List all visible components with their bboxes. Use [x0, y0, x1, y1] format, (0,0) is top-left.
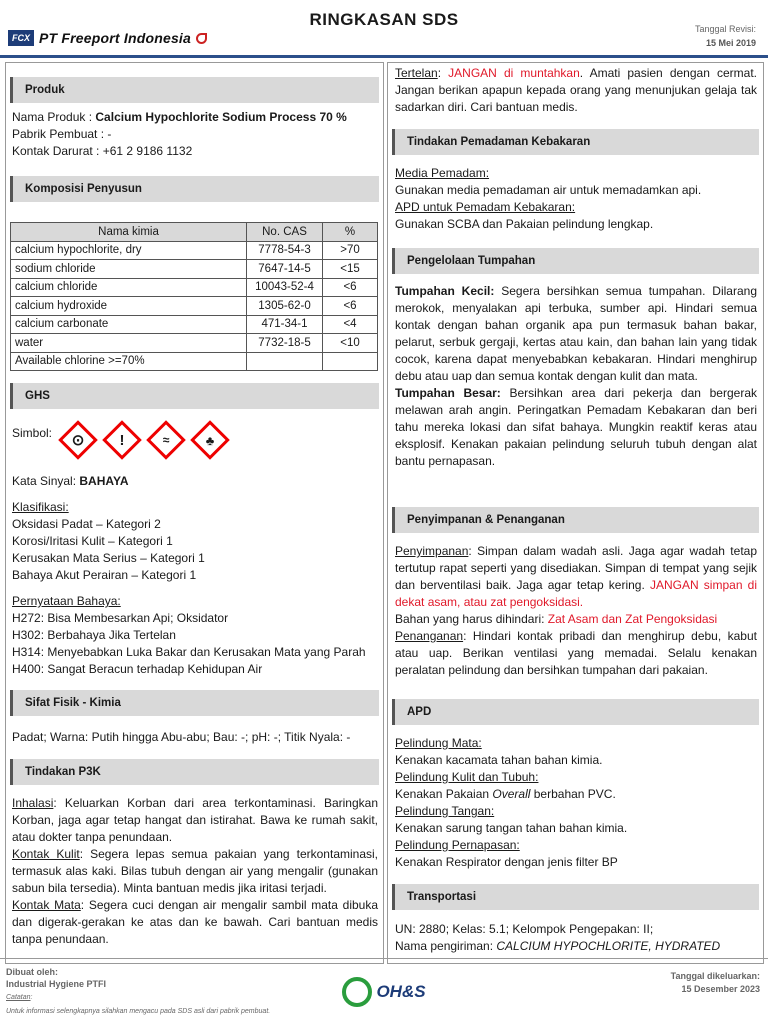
inhalation-label: Inhalasi	[12, 796, 54, 810]
right-column	[387, 62, 764, 964]
ohs-logo	[330, 968, 438, 1016]
cell-name: sodium chloride	[11, 260, 247, 279]
section-transport: Transportasi	[392, 884, 759, 910]
revision-date: 15 Mei 2019	[705, 38, 756, 48]
storage-label: Penyimpanan	[395, 544, 469, 558]
cell-cas: 7778-54-3	[247, 241, 323, 260]
section-ghs: GHS	[10, 383, 379, 409]
hand-protection-label: Pelindung Tangan:	[395, 804, 495, 818]
page-title: RINGKASAN SDS	[309, 10, 459, 29]
skin-label: Kontak Kulit	[12, 847, 80, 861]
handling-text: : Hindari kontak pribadi dan menghirup debu, kabut atau uap. Berikan ventilasi yang memadai. Selalu kenakan peralatan pelindung dan bersihkan tumpahan dari pakaian.	[395, 629, 757, 677]
skin-protection-material: berbahan PVC.	[530, 787, 616, 801]
skin-protection-text: Kenakan Pakaian	[395, 787, 493, 801]
note-text: Untuk informasi selengkapnya silahkan mengacu pada SDS asli dari pabrik pembuat.	[6, 1008, 271, 1015]
revision-label: Tanggal Revisi:	[694, 24, 756, 34]
list-item: Kerusakan Mata Serius – Kategori 1	[12, 551, 205, 565]
leaf-icon	[196, 33, 207, 44]
storage-warning: JANGAN simpan di dekat asam, atau zat pengoksidasi.	[395, 578, 757, 609]
exclamation-icon: !	[102, 420, 142, 460]
cell-percent: <15	[323, 260, 378, 279]
cell-percent: <4	[323, 315, 378, 334]
eye-protection-label: Pelindung Mata:	[395, 736, 482, 750]
cell-cas: 7647-14-5	[247, 260, 323, 279]
corrosion-icon: ≈	[146, 420, 186, 460]
cell-percent	[323, 352, 378, 371]
section-komposisi: Komposisi Penyusun	[10, 176, 379, 202]
cell-cas: 1305-62-0	[247, 297, 323, 316]
cell-percent: <6	[323, 297, 378, 316]
table-row	[11, 334, 378, 353]
col-header-name: Nama kimia	[11, 223, 247, 242]
inhalation-text: : Keluarkan Korban dari area terkontaminasi. Baringkan Korban, jaga agar tetap hangat dan istirahat. Bawa ke rumah sakit, atau dokter tanpa penundaan.	[12, 796, 378, 844]
cell-name: water	[11, 334, 247, 353]
cell-name: calcium chloride	[11, 278, 247, 297]
cell-cas: 10043-52-4	[247, 278, 323, 297]
cell-cas: 7732-18-5	[247, 334, 323, 353]
section-p3k: Tindakan P3K	[10, 759, 379, 785]
eye-label: Kontak Mata	[12, 898, 81, 912]
respiratory-label: Pelindung Pernapasan:	[395, 838, 520, 852]
issued-date: 15 Desember 2023	[681, 984, 760, 994]
col-header-cas: No. CAS	[247, 223, 323, 242]
section-apd: APD	[392, 699, 759, 725]
list-item: H302: Berbahaya Jika Tertelan	[12, 628, 176, 642]
hand-protection-text: Kenakan sarung tangan tahan bahan kimia.	[395, 821, 628, 835]
ff-ppe-label: APD untuk Pemadam Kebakaran:	[395, 200, 576, 214]
emergency-contact: Kontak Darurat : +61 2 9186 1132	[12, 144, 193, 158]
made-by-label: Dibuat oleh:	[6, 967, 58, 977]
eye-protection-text: Kenakan kacamata tahan bahan kimia.	[395, 753, 603, 767]
ingestion-label: Tertelan	[395, 66, 438, 80]
list-item: Oksidasi Padat – Kategori 2	[12, 517, 161, 531]
cell-percent: >70	[323, 241, 378, 260]
signal-label: Kata Sinyal:	[12, 474, 77, 488]
skin-text: : Segera lepas semua pakaian yang terkontaminasi, termasuk alas kaki. Bilas tubuh dengan air yang mengalir (gunakan sabun bila tersedia). Minta bantuan medis jika iritasi terjadi.	[12, 847, 378, 895]
storage-detail: : Simpan dalam wadah asli. Jaga agar wadah tetap tertutup rapat seperti yang disediakan. Simpan di tempat yang sejik dan berventilasi baik. Jaga agar tetap kering.	[395, 544, 757, 592]
overall-text: Overall	[492, 787, 531, 801]
gear-icon	[342, 977, 372, 1007]
note-label: Catatan	[6, 994, 31, 1001]
section-kebakaran: Tindakan Pemadaman Kebakaran	[392, 129, 759, 155]
eye-text: : Segera cuci dengan air mengalir sambil mata dibuka dan digerak-gerakan ke atas dan ke bawah. Cari bantuan medis tanpa penundaan.	[12, 898, 379, 946]
ingestion-detail: . Amati pasien dengan cermat. Jangan berikan apapun kepada orang yang menunjukan gelaja tak sadarkan diri. Cari bantuan medis.	[395, 66, 757, 114]
issued-label: Tanggal dikeluarkan:	[670, 971, 760, 981]
made-by-value: Industrial Hygiene PTFI	[6, 979, 107, 989]
symbol-label: Simbol:	[12, 426, 53, 440]
ingestion-warning: JANGAN di muntahkan	[448, 66, 580, 80]
spill-text	[395, 283, 757, 470]
table-row	[11, 315, 378, 334]
ff-ppe-text: Gunakan SCBA dan Pakaian pelindung lengkap.	[395, 217, 654, 231]
footer-left: Dibuat oleh: Industrial Hygiene PTFI Catatan: Untuk informasi selengkapnya silahkan mengacu pada SDS asli dari pabrik pembuat.	[6, 967, 271, 1015]
section-produk: Produk	[10, 77, 379, 103]
hazard-statements	[12, 593, 378, 678]
section-tumpahan: Pengelolaan Tumpahan	[392, 248, 759, 274]
ingestion-text: Tertelan: JANGAN di muntahkan. Amati pasien dengan cermat. Jangan berikan apapun kepada orang yang menunjukan gelaja tak sadarkan diri. Cari bantuan medis.	[395, 66, 757, 114]
table-row	[11, 352, 378, 371]
cell-cas: 471-34-1	[247, 315, 323, 334]
company-logo	[8, 30, 207, 46]
table-row	[11, 260, 378, 279]
storage-text	[395, 543, 757, 679]
list-item: Bahaya Akut Perairan – Kategori 1	[12, 568, 197, 582]
cell-percent: <6	[323, 278, 378, 297]
cell-cas	[247, 352, 323, 371]
signal-value: BAHAYA	[79, 474, 129, 488]
section-penyimpanan: Penyimpanan & Penanganan	[392, 507, 759, 533]
revision-info	[695, 24, 756, 48]
left-column	[5, 62, 384, 964]
header-divider	[0, 55, 768, 58]
large-spill-label: Tumpahan Besar:	[395, 386, 501, 400]
ppe-text	[395, 735, 757, 871]
flame-over-circle-icon: ⊙	[58, 420, 98, 460]
environment-icon: ♣	[190, 420, 230, 460]
media-text: Gunakan media pemadaman air untuk memadamkan api.	[395, 183, 702, 197]
cell-name: calcium carbonate	[11, 315, 247, 334]
product-name: Calcium Hypochlorite Sodium Process 70 %	[95, 110, 347, 124]
table-row	[11, 297, 378, 316]
cell-name: Available chlorine >=70%	[11, 352, 247, 371]
cell-name: calcium hydroxide	[11, 297, 247, 316]
section-sifat: Sifat Fisik - Kimia	[10, 690, 379, 716]
table-row	[11, 278, 378, 297]
classification-title: Klasifikasi:	[12, 500, 69, 514]
small-spill-text: Segera bersihkan semua tumpahan. Dilarang merokok, menyalakan api terbuka, sumber api. Hindari semua kontak dengan bahan organik apa pun termasuk bahan bakar, pelarut, serbuk gergaji, kertas atau kain, dan bahan lain yang tidak cocok, karena dapat menyebabkan kebakaran. Hindari menghirup debu atau uap dan semua kontak dengan kulit dan mata.	[395, 284, 757, 383]
avoid-label: Bahan yang harus dihindari:	[395, 612, 548, 626]
cell-name: calcium hypochlorite, dry	[11, 241, 247, 260]
list-item: Korosi/Iritasi Kulit – Kategori 1	[12, 534, 173, 548]
issued-info	[671, 970, 760, 996]
company-name: PT Freeport Indonesia	[39, 30, 191, 46]
table-row	[11, 241, 378, 260]
composition-table	[10, 222, 378, 371]
ohs-logo-text: OH&S	[376, 982, 426, 1001]
hazard-title: Pernyataan Bahaya:	[12, 594, 121, 608]
firefighting-text	[395, 165, 757, 233]
classification	[12, 499, 378, 584]
product-info	[12, 109, 378, 160]
shipping-label: Nama pengiriman:	[395, 939, 497, 953]
ghs-pictograms	[58, 420, 230, 460]
cell-percent: <10	[323, 334, 378, 353]
physical-properties: Padat; Warna: Putih hingga Abu-abu; Bau: -; pH: -; Titik Nyala: -	[12, 730, 351, 744]
large-spill-text: Bersihkan area dari pekerja dan bergerak melawan arah angin. Peringatkan Pemadam Kebakaran dan beri tahu mereka lokasi dan sifat bahaya. Mungkin reaktif keras atau eksplosif. Kenakan pakaian pelindung seluruh tubuh dengan alat bantu pernapasan.	[395, 386, 757, 468]
fcx-logo-icon: FCX	[8, 30, 34, 46]
small-spill-label: Tumpahan Kecil:	[395, 284, 495, 298]
list-item: H272: Bisa Membesarkan Api; Oksidator	[12, 611, 229, 625]
first-aid-text	[12, 795, 378, 948]
un-info: UN: 2880; Kelas: 5.1; Kelompok Pengepakan: II;	[395, 922, 654, 936]
product-name-label: Nama Produk :	[12, 110, 93, 124]
shipping-name: CALCIUM HYPOCHLORITE, HYDRATED	[496, 939, 721, 953]
list-item: H314: Menyebabkan Luka Bakar dan Kerusakan Mata yang Parah	[12, 645, 366, 659]
avoid-text: Zat Asam dan Zat Pengoksidasi	[547, 612, 718, 626]
transport-text	[395, 921, 757, 955]
footer-divider	[0, 958, 768, 959]
respiratory-text: Kenakan Respirator dengan jenis filter BP	[395, 855, 618, 869]
media-label: Media Pemadam:	[395, 166, 490, 180]
signal-word	[12, 473, 378, 490]
skin-protection-label: Pelindung Kulit dan Tubuh:	[395, 770, 539, 784]
handling-label: Penanganan	[395, 629, 464, 643]
product-maker: Pabrik Pembuat : -	[12, 127, 112, 141]
col-header-percent: %	[323, 223, 378, 242]
list-item: H400: Sangat Beracun terhadap Kehidupan Air	[12, 662, 263, 676]
